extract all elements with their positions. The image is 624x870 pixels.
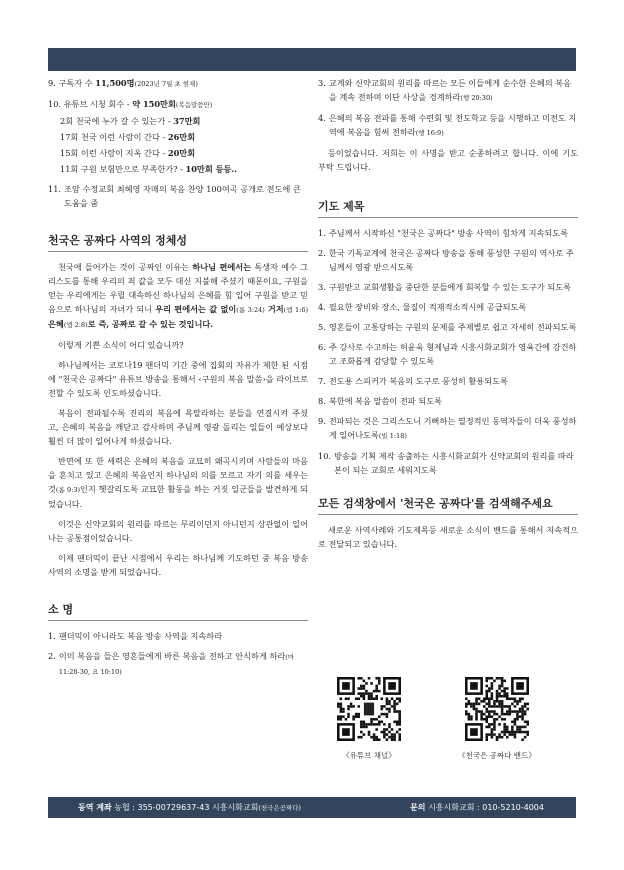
youtube-qr[interactable] <box>336 676 402 761</box>
prayer-item: 6. 주 강사로 수고하는 허윤욱 형제님과 시흥시화교회가 영육간에 강건하고 조화롭게 감당할 수 있도록 <box>318 342 577 366</box>
band-qr-caption: 《천국은 공짜다 밴드》 <box>458 751 536 760</box>
view-count-row: 11회 구원 보험만으로 부족한가? - 10만회 등등.. <box>60 164 238 174</box>
footer-bar <box>48 797 576 818</box>
account-info: 동역 계좌 농협 : 355-00729637-43 시흥시화교회(천국은공짜다) <box>78 803 302 812</box>
prayer-item: 10. 방송을 기획 제작 송출하는 시흥시화교회가 신약교회의 원리를 따라 본이 되는 교회로 세워지도록 <box>318 451 574 475</box>
view-count-row: 2회 천국에 누가 갈 수 있는가 - 37만회 <box>60 116 201 126</box>
identity-paragraph: 반면에 또 한 세력은 은혜의 복음을 교묘히 왜곡시키며 사람들의 마음을 흔치고 있고 은혜의 복음인지 하나님의 의를 모르고 자기 의를 세우는 것(롬 9:3)인지 헷갈리도록 교묘한 활동을 하는 거짓 일군들을 발견하게 되었습니다. <box>48 456 308 509</box>
identity-heading: 천국은 공짜다 사역의 정체성 <box>48 234 308 252</box>
right-column <box>318 76 578 557</box>
band-qr[interactable] <box>458 676 536 761</box>
contact-info: 문의 시흥시화교회 : 010-5210-4004 <box>410 803 544 812</box>
prayer-heading: 기도 제목 <box>318 200 578 218</box>
youtube-qr-code-icon[interactable] <box>336 676 402 742</box>
identity-paragraph: 복음이 전파될수록 진리의 복음에 목말라하는 분들을 연결시켜 주셨고, 은혜의 복음을 깨닫고 감사하며 주님께 영광 돌리는 일들이 예상보다 훨씬 더 많이 일어나게 하셨습니다. <box>48 408 308 446</box>
calling-item: 1. 팬더믹이 아니라도 복음 방송 사역을 지속하라 <box>48 631 223 641</box>
prayer-item: 3. 구원받고 교회생활을 중단한 분들에게 회복할 수 있는 도구가 되도록 <box>318 282 572 292</box>
stat-views: 10. 유튜브 시청 회수 - 약 150만회(복음말씀만) <box>48 99 213 109</box>
identity-paragraph: 이것은 신약교회의 원리를 따르는 무리이던지 아니던지 상관없이 일어나는 공통점이었습니다. <box>48 519 308 543</box>
identity-paragraph: 이렇게 기쁜 소식이 어디 있습니까? <box>58 340 184 350</box>
view-count-row: 17회 천국 이런 사람이 간다 - 26만회 <box>60 132 196 142</box>
header-bar <box>48 48 576 71</box>
prayer-item: 4. 필요한 장비와 장소, 물질이 적재적소적시에 공급되도록 <box>318 302 527 312</box>
identity-paragraph: 이제 팬더믹이 끝난 시점에서 우리는 하나님께 기도하던 중 복음 방송 사역의 소명을 받게 되었습니다. <box>48 553 308 577</box>
prayer-item: 2. 한국 기독교계에 천국은 공짜다 방송을 통해 풍성한 구원의 역사로 주님께서 영광 받으시도록 <box>318 248 574 272</box>
calling-heading: 소 명 <box>48 603 308 621</box>
prayer-item: 8. 북한에 복음 말씀이 전파 되도록 <box>318 396 443 406</box>
left-column <box>48 76 308 685</box>
calling-item: 4. 은혜의 복음 전파를 통해 수련회 및 전도학교 등을 시행하고 미전도 지역에 복음을 힘써 전하라(행 16:9) <box>318 113 577 137</box>
prayer-item: 1. 주님께서 시작하신 "천국은 공짜다" 방송 사역이 힘차게 지속되도록 <box>318 228 569 238</box>
prayer-item: 9. 전파되는 것은 그리스도니 기뻐하는 열정적인 동역자들이 더욱 풍성하게 일어나도록(빌 1:18) <box>318 416 577 440</box>
calling-item: 2. 이미 복음을 들은 영혼들에게 바른 복음을 전하고 안식하게 하라(마 11:28-30, 요 10:10) <box>48 651 295 676</box>
stat-subscribers: 9. 구독자 수 11,500명(2023년 7월 초 현재) <box>48 78 198 88</box>
prayer-item: 5. 영혼들이 고통당하는 구원의 문제를 주제별로 쉽고 자세히 전파되도록 <box>318 322 577 332</box>
view-count-row: 15회 이런 사람이 지옥 간다 - 20만회 <box>60 148 196 158</box>
calling-item: 3. 교계와 신약교회의 원리를 따르는 모든 이들에게 순수한 은혜의 복음을 계속 전하며 이단 사상을 경계하라(행 20:30) <box>318 78 572 102</box>
stat-views-breakdown <box>48 114 308 176</box>
band-qr-code-icon[interactable] <box>464 676 530 742</box>
prayer-item: 7. 전도용 스피커가 복음의 도구로 풍성히 활용되도록 <box>318 376 508 386</box>
search-heading: 모든 검색창에서 '천국은 공짜다'를 검색해주세요 <box>318 497 578 515</box>
calling-closing: 등이었습니다. 저희는 이 사명을 받고 순종하려고 합니다. 이에 기도 부탁 드립니다. <box>318 148 578 172</box>
youtube-qr-caption: 《유튜브 채널》 <box>342 751 396 760</box>
stat-praise: 11. 조암 수정교회 최혜영 자매의 복음 찬양 100여곡 공개로 전도에 큰 도움을 줌 <box>48 184 301 208</box>
identity-paragraph: 하나님께서는 코로나19 팬더믹 기간 중에 집회의 자유가 제한 된 시점에 "천국은 공짜다" 유튜브 방송을 통해서 ‹구원의 복음 말씀›을 라이브로 전할 수 있도록 인도하셨습니다. <box>48 360 308 398</box>
search-description: 새로운 사역사례와 기도제목등 새로운 소식이 밴드를 통해서 지속적으로 전달되고 있습니다. <box>318 525 578 549</box>
identity-paragraph: 천국에 들어가는 것이 공짜인 이유는 하나님 편에서는 독생자 예수 그리스도를 통해 우리의 죄 값을 모두 대신 지불해 주셨기 때문이요, 구원을 얻는 우리에게는 우릴 대속하신 하나님의 은혜를 힘 입어 구원을 받고 믿음으로 하나님의 자녀가 되니 우리 편에서는 값 없이(롬 3:24) 거저(엡 1:6) 은혜(엡 2:8)로 즉, 공짜로 갈 수 있는 것입니다. <box>48 262 309 329</box>
